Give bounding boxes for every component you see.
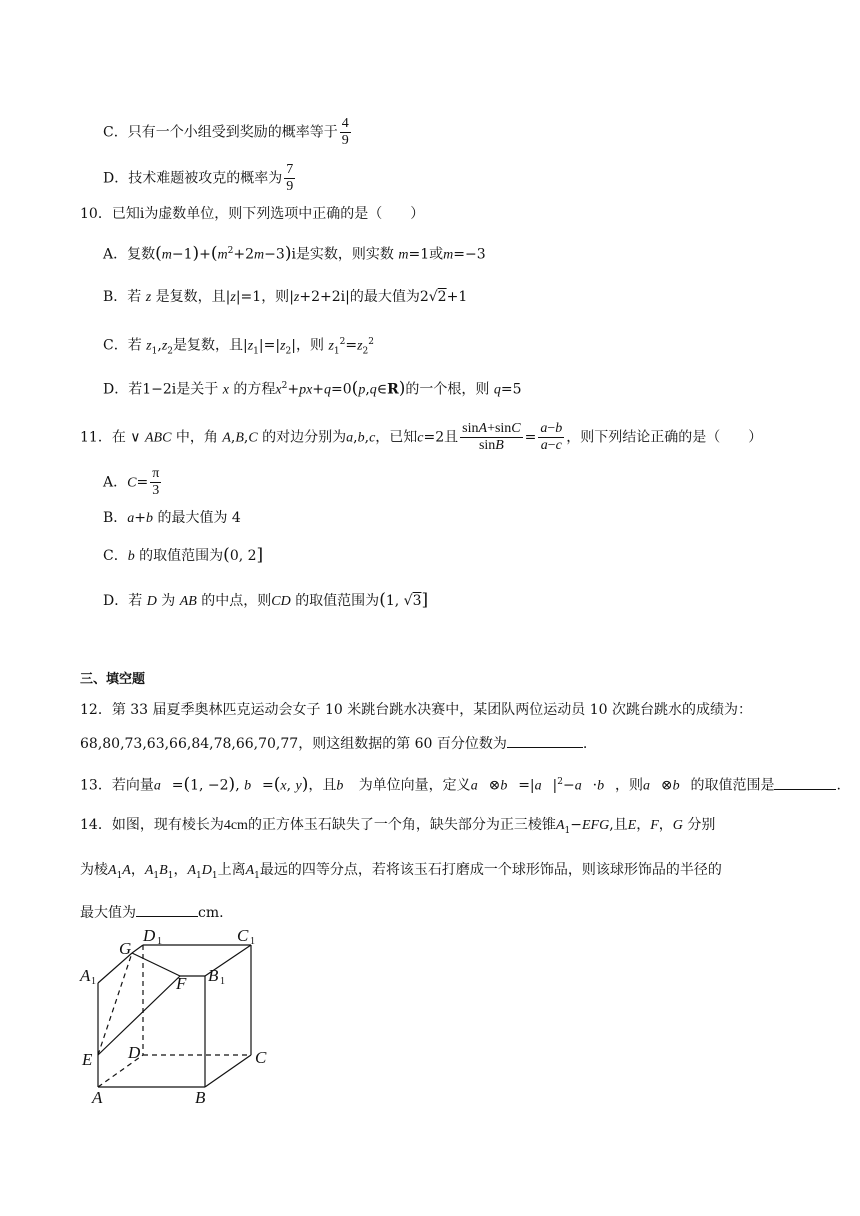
stem-text: ，则下列结论正确的是（ ） — [566, 429, 763, 446]
option-text: 的最大值为 — [349, 289, 420, 305]
label-b1: B — [208, 966, 219, 985]
option-label: A． — [103, 474, 128, 491]
edge-g-d1 — [132, 945, 143, 953]
option-text: 技术难题被攻克的概率为 — [128, 170, 283, 187]
q14-text: 上离 — [217, 862, 246, 878]
stem-text: 中，角 — [175, 429, 218, 446]
option-text: 的一个根，则 — [405, 381, 490, 398]
denominator: 9 — [286, 179, 294, 194]
q14-text: 4cm — [223, 818, 248, 833]
option-text: 或 — [429, 246, 444, 263]
q14-line3 — [80, 902, 224, 923]
q14-text: 最大值为 — [80, 905, 136, 921]
label-d: D — [128, 1043, 141, 1062]
svg-text:1: 1 — [220, 976, 225, 987]
fraction — [284, 162, 295, 195]
svg-text:1: 1 — [91, 976, 96, 987]
option-label: A． — [103, 246, 128, 263]
period: . — [836, 777, 841, 794]
q12-text: ，则这组数据的第 60 百分位数为 — [298, 736, 507, 752]
option-label: D． — [103, 170, 129, 187]
numerator: 7 — [286, 162, 294, 177]
option-text: ，则 — [261, 289, 290, 305]
option-label: D． — [103, 593, 129, 609]
fraction — [340, 116, 351, 149]
q13-text: ，且 — [308, 777, 337, 794]
option-text: 若 — [127, 337, 142, 354]
option-text: 的取值范围为 — [295, 593, 380, 609]
section-title: 三、填空题 — [80, 672, 146, 687]
option-text: 若 — [128, 593, 143, 609]
q14-text: 且 — [613, 817, 628, 833]
option-label: D． — [103, 381, 129, 398]
q12-line1: 12．第 33 届夏季奥林匹克运动会女子 10 米跳台跳水决赛中，某团队两位运动员 10 次跳台跳水的成绩为： — [80, 702, 752, 718]
q13-text: 13．若向量 — [80, 777, 154, 794]
label-a: A — [92, 1088, 103, 1105]
q14-text: 最远的四等分点，若将该玉石打磨成一个球形饰品，则该球形饰品的半径的 — [259, 862, 722, 878]
label-e: E — [82, 1050, 93, 1069]
option-text: 的最大值为 4 — [157, 510, 241, 526]
option-text: 复数 — [127, 246, 156, 263]
fraction: $\frac{\sin A+\sin C}{\sin B}$ — [462, 421, 521, 453]
edge-g-f — [132, 953, 180, 976]
numerator: 4 — [341, 116, 349, 131]
option-text: 的方程 — [233, 381, 276, 398]
option-text: ，则 — [295, 337, 324, 354]
svg-text:1: 1 — [250, 936, 255, 947]
option-label: B． — [103, 289, 128, 305]
option-text: 是关于 — [176, 381, 219, 398]
label-d1: D — [143, 926, 156, 945]
label-c1: C — [237, 926, 249, 945]
option-text: 是复数，且 — [173, 337, 243, 354]
label-b: B — [195, 1088, 206, 1105]
q9-option-d — [103, 162, 297, 195]
option-text: 是复数，且 — [155, 289, 226, 305]
option-text: 只有一个小组受到奖励的概率等于 — [127, 124, 338, 141]
label-g: G — [119, 939, 132, 958]
label-a1: A — [80, 966, 91, 985]
q12-line2 — [80, 733, 587, 754]
q10-option-a: A．复数$(m-1)+(m^2+2m-3)i$是实数，则实数 m=1或m=−3 — [103, 243, 486, 264]
q10-option-c: C．若 $z_1,z_2$是复数，且$|z_1|=|z_2|$，则 $z_1^2=z_2^2$ — [103, 337, 375, 357]
q9-option-c — [103, 116, 353, 149]
q14-text: 14．如图，现有棱长为 — [80, 817, 224, 833]
period: . — [582, 736, 588, 752]
svg-text:1: 1 — [157, 936, 162, 947]
answer-blank[interactable] — [774, 775, 836, 790]
label-f: F — [176, 974, 187, 993]
stem-text: 且 — [444, 429, 459, 446]
option-label: C． — [103, 337, 128, 354]
fraction: $\frac{\pi}{3}$ — [152, 466, 160, 498]
q14-text: 为棱 — [80, 862, 108, 878]
q14-text: cm. — [198, 905, 224, 921]
stem-text: 10．已知 — [80, 206, 140, 222]
q10-option-b: B．若 z 是复数，且|z|=1，则|z+2+2i|的最大值为2√2+1 — [103, 289, 468, 305]
q10-stem: 10．已知i为虚数单位，则下列选项中正确的是（ ） — [80, 206, 425, 222]
q13-text: 为单位向量，定义 — [358, 777, 471, 794]
answer-blank[interactable] — [507, 733, 583, 748]
option-text: 若 — [127, 289, 142, 305]
stem-text: 的对边分别为 — [262, 429, 347, 446]
stem-text: 11．在 — [80, 429, 126, 446]
q13-line: 13．若向量a⃗=(1, −2), b⃗=(x, y)，且b⃗ 为单位向量，定义$a⃗\otimes b⃗=|a⃗|^2-a⃗\cdot b⃗$，则a⃗⊗b⃗的取值范围是 . — [80, 774, 841, 795]
option-label: B． — [103, 510, 128, 526]
option-text: 的取值范围为 — [139, 548, 224, 564]
q14-text: 的正方体玉石缺失了一个角，缺失部分为正三棱锥 — [247, 817, 556, 833]
stem-text: 为虚数单位，则下列选项中正确的是（ ） — [144, 206, 425, 222]
option-text: 若 — [128, 381, 143, 398]
q14-line2: 为棱$A_1A$，$A_1B_1$，$A_1D_1$上离$A_1$最远的四等分点，若将该玉石打磨成一个球形饰品，则该球形饰品的半径的 — [80, 862, 722, 881]
denominator: 9 — [341, 133, 349, 148]
answer-blank[interactable] — [136, 902, 198, 917]
label-c: C — [255, 1048, 267, 1067]
option-text: 是实数，则实数 — [295, 246, 394, 263]
q11-stem: 11．在 ∨ ABC 中，角 A,B,C 的对边分别为a,b,c，已知c=2且 $\frac{\sin A+\sin C}{\sin B}$ = $\frac{a-b}{a-c}$ ，则下列结论正确的是（ ） — [80, 421, 763, 453]
q11-option-c: C．b 的取值范围为(0, 2] — [103, 545, 264, 565]
q11-option-b: B．a+b 的最大值为 4 — [103, 510, 241, 526]
edge-b-c — [205, 1055, 251, 1087]
option-text: 为 — [161, 593, 176, 609]
q14-text: 分别 — [687, 817, 716, 833]
option-label: C． — [103, 548, 128, 564]
q13-text: 的取值范围是 — [690, 777, 775, 794]
q11-option-a: A．C= $\frac{\pi}{3}$ — [103, 466, 160, 498]
fraction: $\frac{a-b}{a-c}$ — [540, 421, 563, 453]
score-data: 68,80,73,63,66,84,78,66,70,77 — [80, 736, 299, 752]
cube-figure — [75, 925, 295, 1105]
q11-option-d: D．若 D 为 AB 的中点，则CD 的取值范围为(1, √3] — [103, 590, 429, 610]
q13-text: ，则 — [614, 777, 643, 794]
q14-line1: 14．如图，现有棱长为4cm的正方体玉石缺失了一个角，缺失部分为正三棱锥$A_1-EFG$,且E，F，G 分别 — [80, 817, 716, 836]
stem-text: ，已知 — [375, 429, 418, 446]
option-text: 的中点，则 — [201, 593, 272, 609]
q10-option-d: D．若1−2i是关于 x 的方程$x^2+px+q=0(p,q\in R)$的一个根，则 q=5 — [103, 378, 522, 399]
option-label: C． — [103, 124, 128, 141]
